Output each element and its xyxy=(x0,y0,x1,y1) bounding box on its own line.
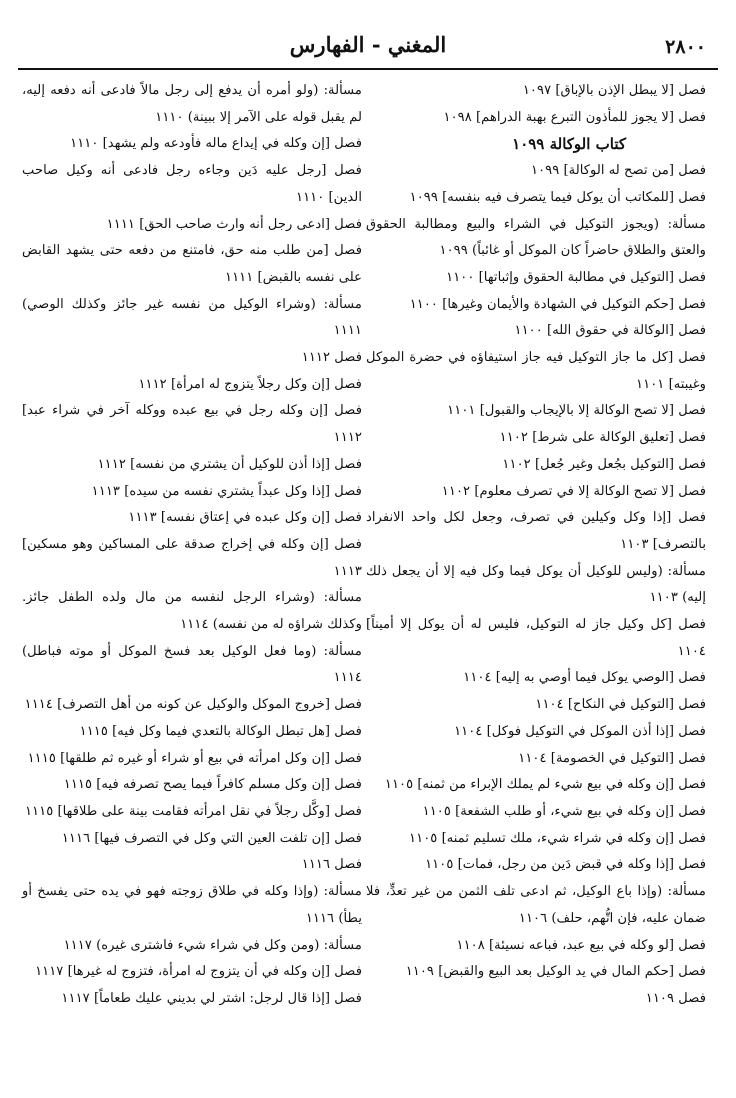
index-entry: فصل [إن تلفت العين التي وكل في التصرف فيها] ١١١٦ xyxy=(61,830,362,846)
index-entry: فصل [لا تصح الوكالة إلا في تصرف معلوم] ١١٠٢ xyxy=(441,483,706,499)
index-entry: فصل [إن وكل عبده في إعتاق نفسه] ١١١٣ xyxy=(128,510,362,526)
index-entry: فصل [إن وكله في شراء شيء، ملك تسليم ثمنه] ١١٠٥ xyxy=(409,830,706,846)
index-entry: فصل [التوكيل في النكاح] ١١٠٤ xyxy=(535,697,706,713)
index-entry: مسألة: (وليس للوكيل أن يوكل فيما وكل فيه إلا أن يجعل ذلك إليه) ١١٠٣ xyxy=(366,563,706,606)
index-entry: مسألة: (وشراء الوكيل من نفسه غير جائز وكذلك الوصي) ١١١١ xyxy=(22,296,362,339)
index-entry: مسألة: (وشراء الرجل لنفسه من مال ولده الطفل جائز. وكذلك شراؤه له من نفسه) ١١١٤ xyxy=(22,590,362,633)
index-entry: فصل [لا يبطل الإذن بالإباق] ١٠٩٧ xyxy=(522,83,706,98)
book-heading: كتاب الوكالة ١٠٩٩ xyxy=(512,135,626,154)
right-column xyxy=(366,78,706,1013)
index-entry: فصل [التوكيل في الخصومة] ١١٠٤ xyxy=(518,750,706,766)
index-entry: فصل [رجل عليه دَين وجاءه رجل فادعى أنه وكيل صاحب الدين] ١١١٠ xyxy=(22,163,362,205)
page-header xyxy=(18,18,718,62)
index-entry: فصل [كل وكيل جاز له التوكيل، فليس له أن يوكل إلا أميناً] ١١٠٤ xyxy=(366,617,706,659)
index-entry: فصل [من تصح له الوكالة] ١٠٩٩ xyxy=(530,163,706,179)
index-entry: فصل [إذا أذن للوكيل أن يشتري من نفسه] ١١١٢ xyxy=(97,456,362,472)
header-rule xyxy=(18,68,718,70)
index-entry: مسألة: (وإذا باع الوكيل، ثم ادعى تلف الثمن من غير تعدٍّ، فلا ضمان عليه، فإن اتُّهم، حلف) ١١٠٦ xyxy=(366,884,706,926)
index-entry: مسألة: (ومن وكل في شراء شيء فاشترى غيره) ١١١٧ xyxy=(63,937,362,953)
index-entry: فصل [إن وكل مسلم كافراً فيما يصح تصرفه فيه] ١١١٥ xyxy=(63,777,362,793)
index-entry: فصل [إذا قال لرجل: اشتر لي بديني عليك طعاماً] ١١١٧ xyxy=(61,990,362,1006)
index-entry: فصل [هل تبطل الوكالة بالتعدي فيما وكل فيه] ١١١٥ xyxy=(79,723,362,739)
index-entry: فصل [إن وكل امرأته في بيع أو شراء أو غيره ثم طلقها] ١١١٥ xyxy=(27,750,362,766)
index-entry: فصل [وكَّل رجلاً في نقل امرأته فقامت بينة على طلاقها] ١١١٥ xyxy=(24,803,362,819)
index-entry: مسألة: (ولو أمره أن يدفع إلى رجل مالاً فادعى أنه دفعه إليه، لم يقبل قوله على الآمر إلا ببينة) ١١١٠ xyxy=(22,83,362,125)
index-entry: فصل [للمكاتب أن يوكل فيما يتصرف فيه بنفسه] ١٠٩٩ xyxy=(409,189,706,205)
index-entry: فصل [حكم المال في يد الوكيل بعد البيع والقبض] ١١٠٩ xyxy=(405,964,706,980)
index-entry: فصل [إن وكله في إيداع ماله فأودعه ولم يشهد] ١١١٠ xyxy=(70,136,362,152)
index-entry: فصل [الوصي يوكل فيما أوصي به إليه] ١١٠٤ xyxy=(463,670,706,686)
index-entry: فصل [لو وكله في بيع عبد، فباعه نسيئة] ١١٠٨ xyxy=(456,937,706,953)
index-entry: فصل [خروج الموكل والوكيل عن كونه من أهل التصرف] ١١١٤ xyxy=(24,697,362,713)
running-title: المغني - الفهارس xyxy=(289,32,447,57)
index-entry: فصل [إذا وكله في قبض دَين من رجل، فمات] ١١٠٥ xyxy=(425,857,706,873)
index-entry: فصل [إن وكله في أن يتزوج له امرأة، فتزوج له غيرها] ١١١٧ xyxy=(35,964,362,980)
index-entry: فصل [إذا وكل عبداً يشتري نفسه من سيده] ١١١٣ xyxy=(91,483,362,499)
index-entry: فصل [إن وكل رجلاً يتزوج له امرأة] ١١١٢ xyxy=(138,376,362,392)
index-entry: فصل [إن وكله في إخراج صدقة على المساكين وهو مسكين] ١١١٣ xyxy=(22,536,362,579)
index-entry: فصل [التوكيل في مطالبة الحقوق وإثباتها] ١١٠٠ xyxy=(446,269,706,285)
index-entry: فصل [إذا وكل وكيلين في تصرف، وجعل لكل واحد الانفراد بالتصرف] ١١٠٣ xyxy=(366,510,706,552)
index-entry: فصل ١١١٦ xyxy=(301,857,362,873)
index-entry: فصل ١١١٢ xyxy=(301,350,362,366)
index-entry: فصل [تعليق الوكالة على شرط] ١١٠٢ xyxy=(499,430,706,446)
index-entry: فصل [إن وكله رجل في بيع عبده ووكله آخر في شراء عبد] ١١١٢ xyxy=(22,403,362,446)
page-number: ٢٨٠٠ xyxy=(665,36,706,58)
index-entry: فصل [الوكالة في حقوق الله] ١١٠٠ xyxy=(514,323,706,339)
index-entry: فصل [التوكيل بجُعل وغير جُعل] ١١٠٢ xyxy=(502,456,706,472)
index-entry: فصل [كل ما جاز التوكيل فيه جاز استيفاؤه في حضرة الموكل وغيبته] ١١٠١ xyxy=(366,350,706,392)
index-entry: مسألة: (وما فعل الوكيل بعد فسخ الموكل أو موته فباطل) ١١١٤ xyxy=(22,643,362,686)
index-entry: فصل [إن وكله في بيع شيء، أو طلب الشفعة] ١١٠٥ xyxy=(422,803,706,819)
index-entry: فصل [ادعى رجل أنه وارث صاحب الحق] ١١١١ xyxy=(106,216,362,232)
index-entry: فصل [حكم التوكيل في الشهادة والأيمان وغيرها] ١١٠٠ xyxy=(409,296,706,312)
index-entry: مسألة: (وإذا وكله في طلاق زوجته فهو في يده حتى يفسخ أو يطأ) ١١١٦ xyxy=(22,884,362,926)
index-entry: فصل [لا تصح الوكالة إلا بالإيجاب والقبول] ١١٠١ xyxy=(447,403,706,419)
index-entry: فصل ١١٠٩ xyxy=(645,990,706,1006)
index-entry: مسألة: (ويجوز التوكيل في الشراء والبيع ومطالبة الحقوق والعتق والطلاق حاضراً كان الموكل أو غائباً) ١٠٩٩ xyxy=(366,216,706,259)
left-column xyxy=(22,78,362,1013)
index-entry: فصل [لا يجوز للمأذون التبرع بهبة الدراهم] ١٠٩٨ xyxy=(443,109,706,125)
index-entry: فصل [من طلب منه حق، فامتنع من دفعه حتى يشهد القابض على نفسه بالقبض] ١١١١ xyxy=(22,243,362,285)
index-entry: فصل [إذا أذن الموكل في التوكيل فوكل] ١١٠٤ xyxy=(454,723,706,739)
index-entry: فصل [إن وكله في بيع شيء لم يملك الإبراء من ثمنه] ١١٠٥ xyxy=(384,777,706,793)
